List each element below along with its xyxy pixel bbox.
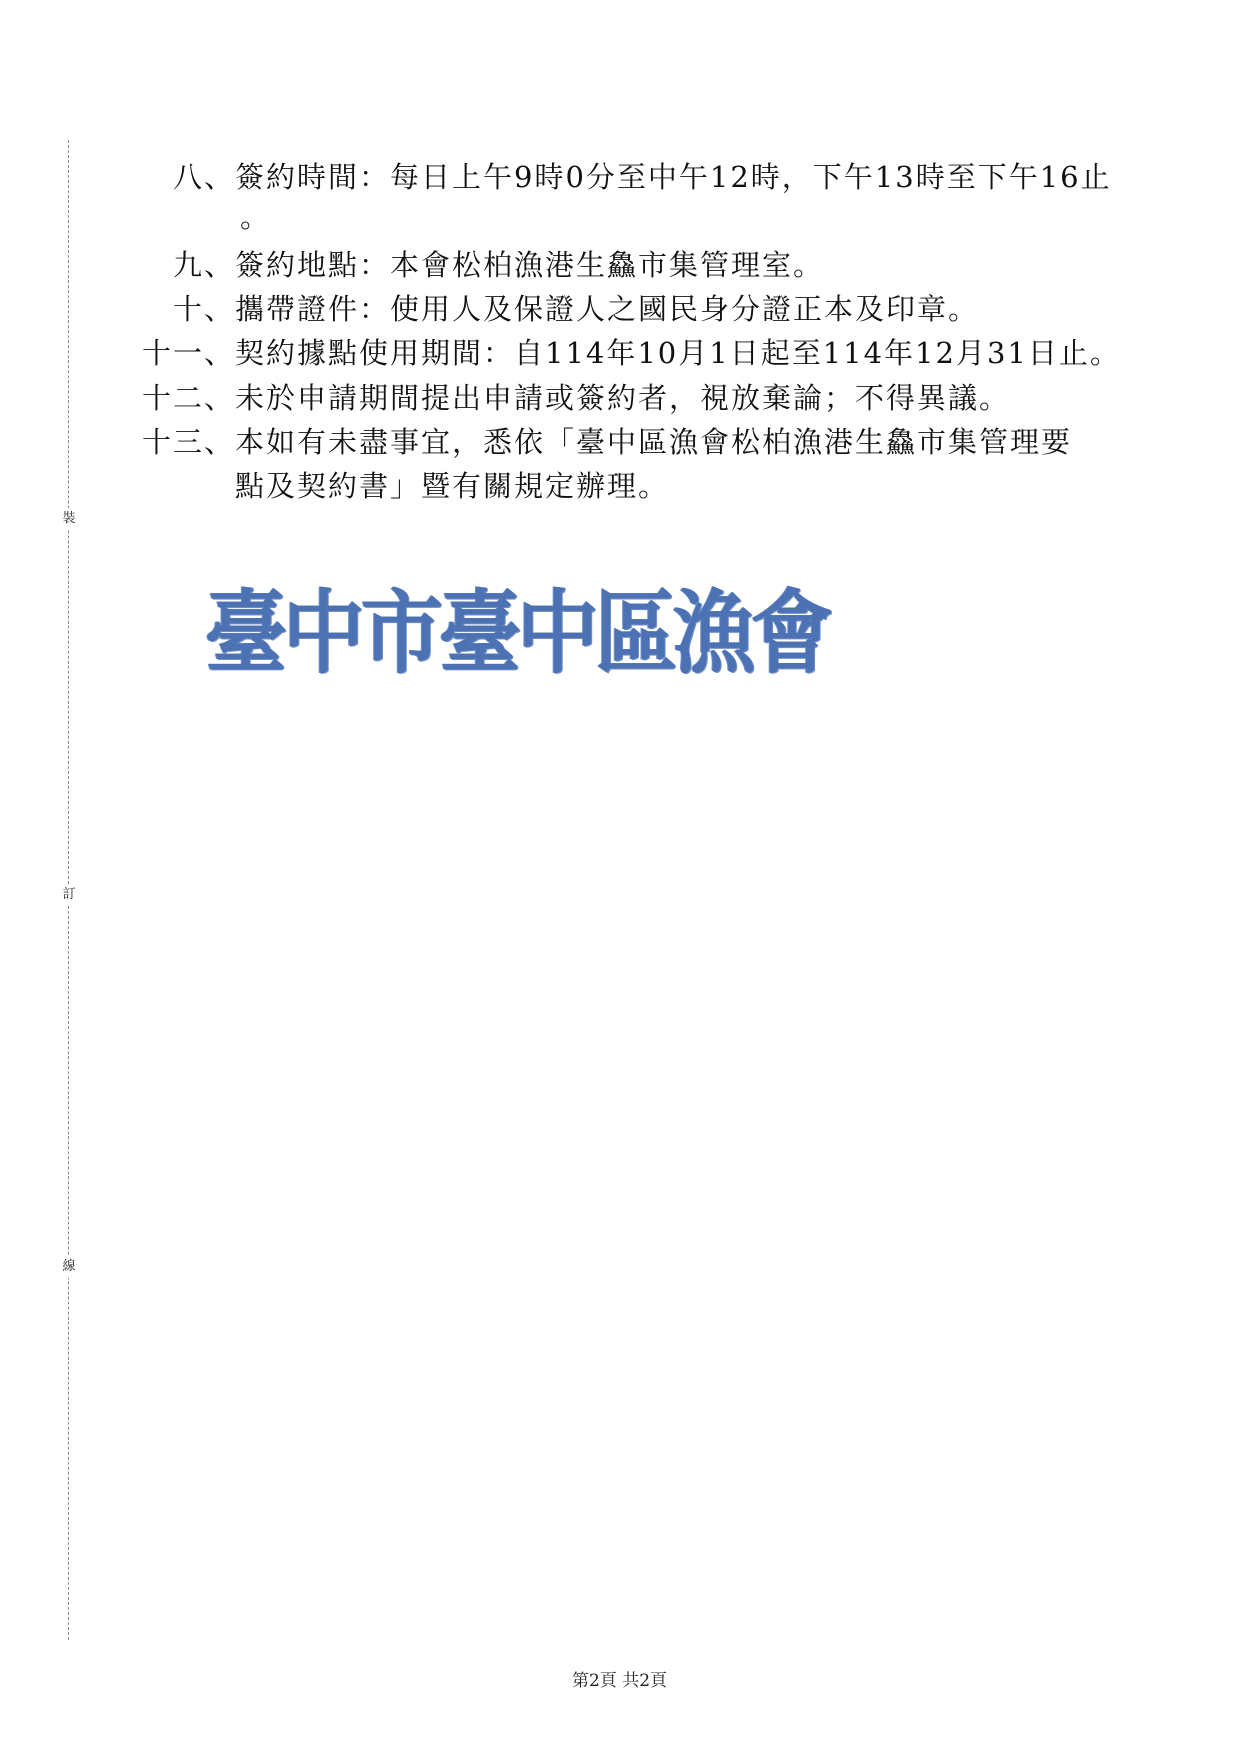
binding-label-bottom: 線 [60, 1256, 78, 1278]
binding-label-mid: 訂 [60, 884, 78, 906]
clause-text: 攜帶證件：使用人及保證人之國民身分證正本及印章。 [235, 292, 980, 326]
clause-12 [130, 377, 1130, 419]
clause-text: 簽約地點：本會松柏漁港生鱻市集管理室。 [235, 248, 825, 282]
organization-seal-stamp [205, 578, 830, 688]
binding-label-top: 裝 [60, 508, 78, 530]
page-number-footer: 第2頁 共2頁 [571, 1671, 668, 1691]
clause-13 [130, 421, 1130, 463]
clause-number: 十三、 [141, 425, 235, 459]
clause-text: 契約據點使用期間：自114年10月1日起至114年12月31日止。 [235, 336, 1121, 370]
clause-number: 十一、 [141, 336, 235, 370]
clause-number: 十、 [172, 292, 235, 326]
clause-10 [130, 288, 1130, 330]
clause-number: 八、 [172, 160, 235, 194]
clause-9 [130, 244, 1130, 286]
clause-text: 簽約時間：每日上午9時0分至中午12時，下午13時至下午16止 [235, 160, 1112, 194]
clause-8-continuation: 。 [240, 200, 272, 234]
clause-number: 十二、 [141, 381, 235, 415]
clause-8 [130, 156, 1130, 198]
seal-text: 臺中市臺中區漁會 [205, 580, 830, 686]
clause-13-continuation: 點及契約書」暨有關規定辦理。 [235, 469, 670, 503]
clause-text: 本如有未盡事宜，悉依「臺中區漁會松柏漁港生鱻市集管理要 [235, 425, 1073, 459]
clause-11 [130, 332, 1130, 374]
clause-text: 未於申請期間提出申請或簽約者，視放棄論；不得異議。 [235, 381, 1011, 415]
clause-number: 九、 [172, 248, 235, 282]
